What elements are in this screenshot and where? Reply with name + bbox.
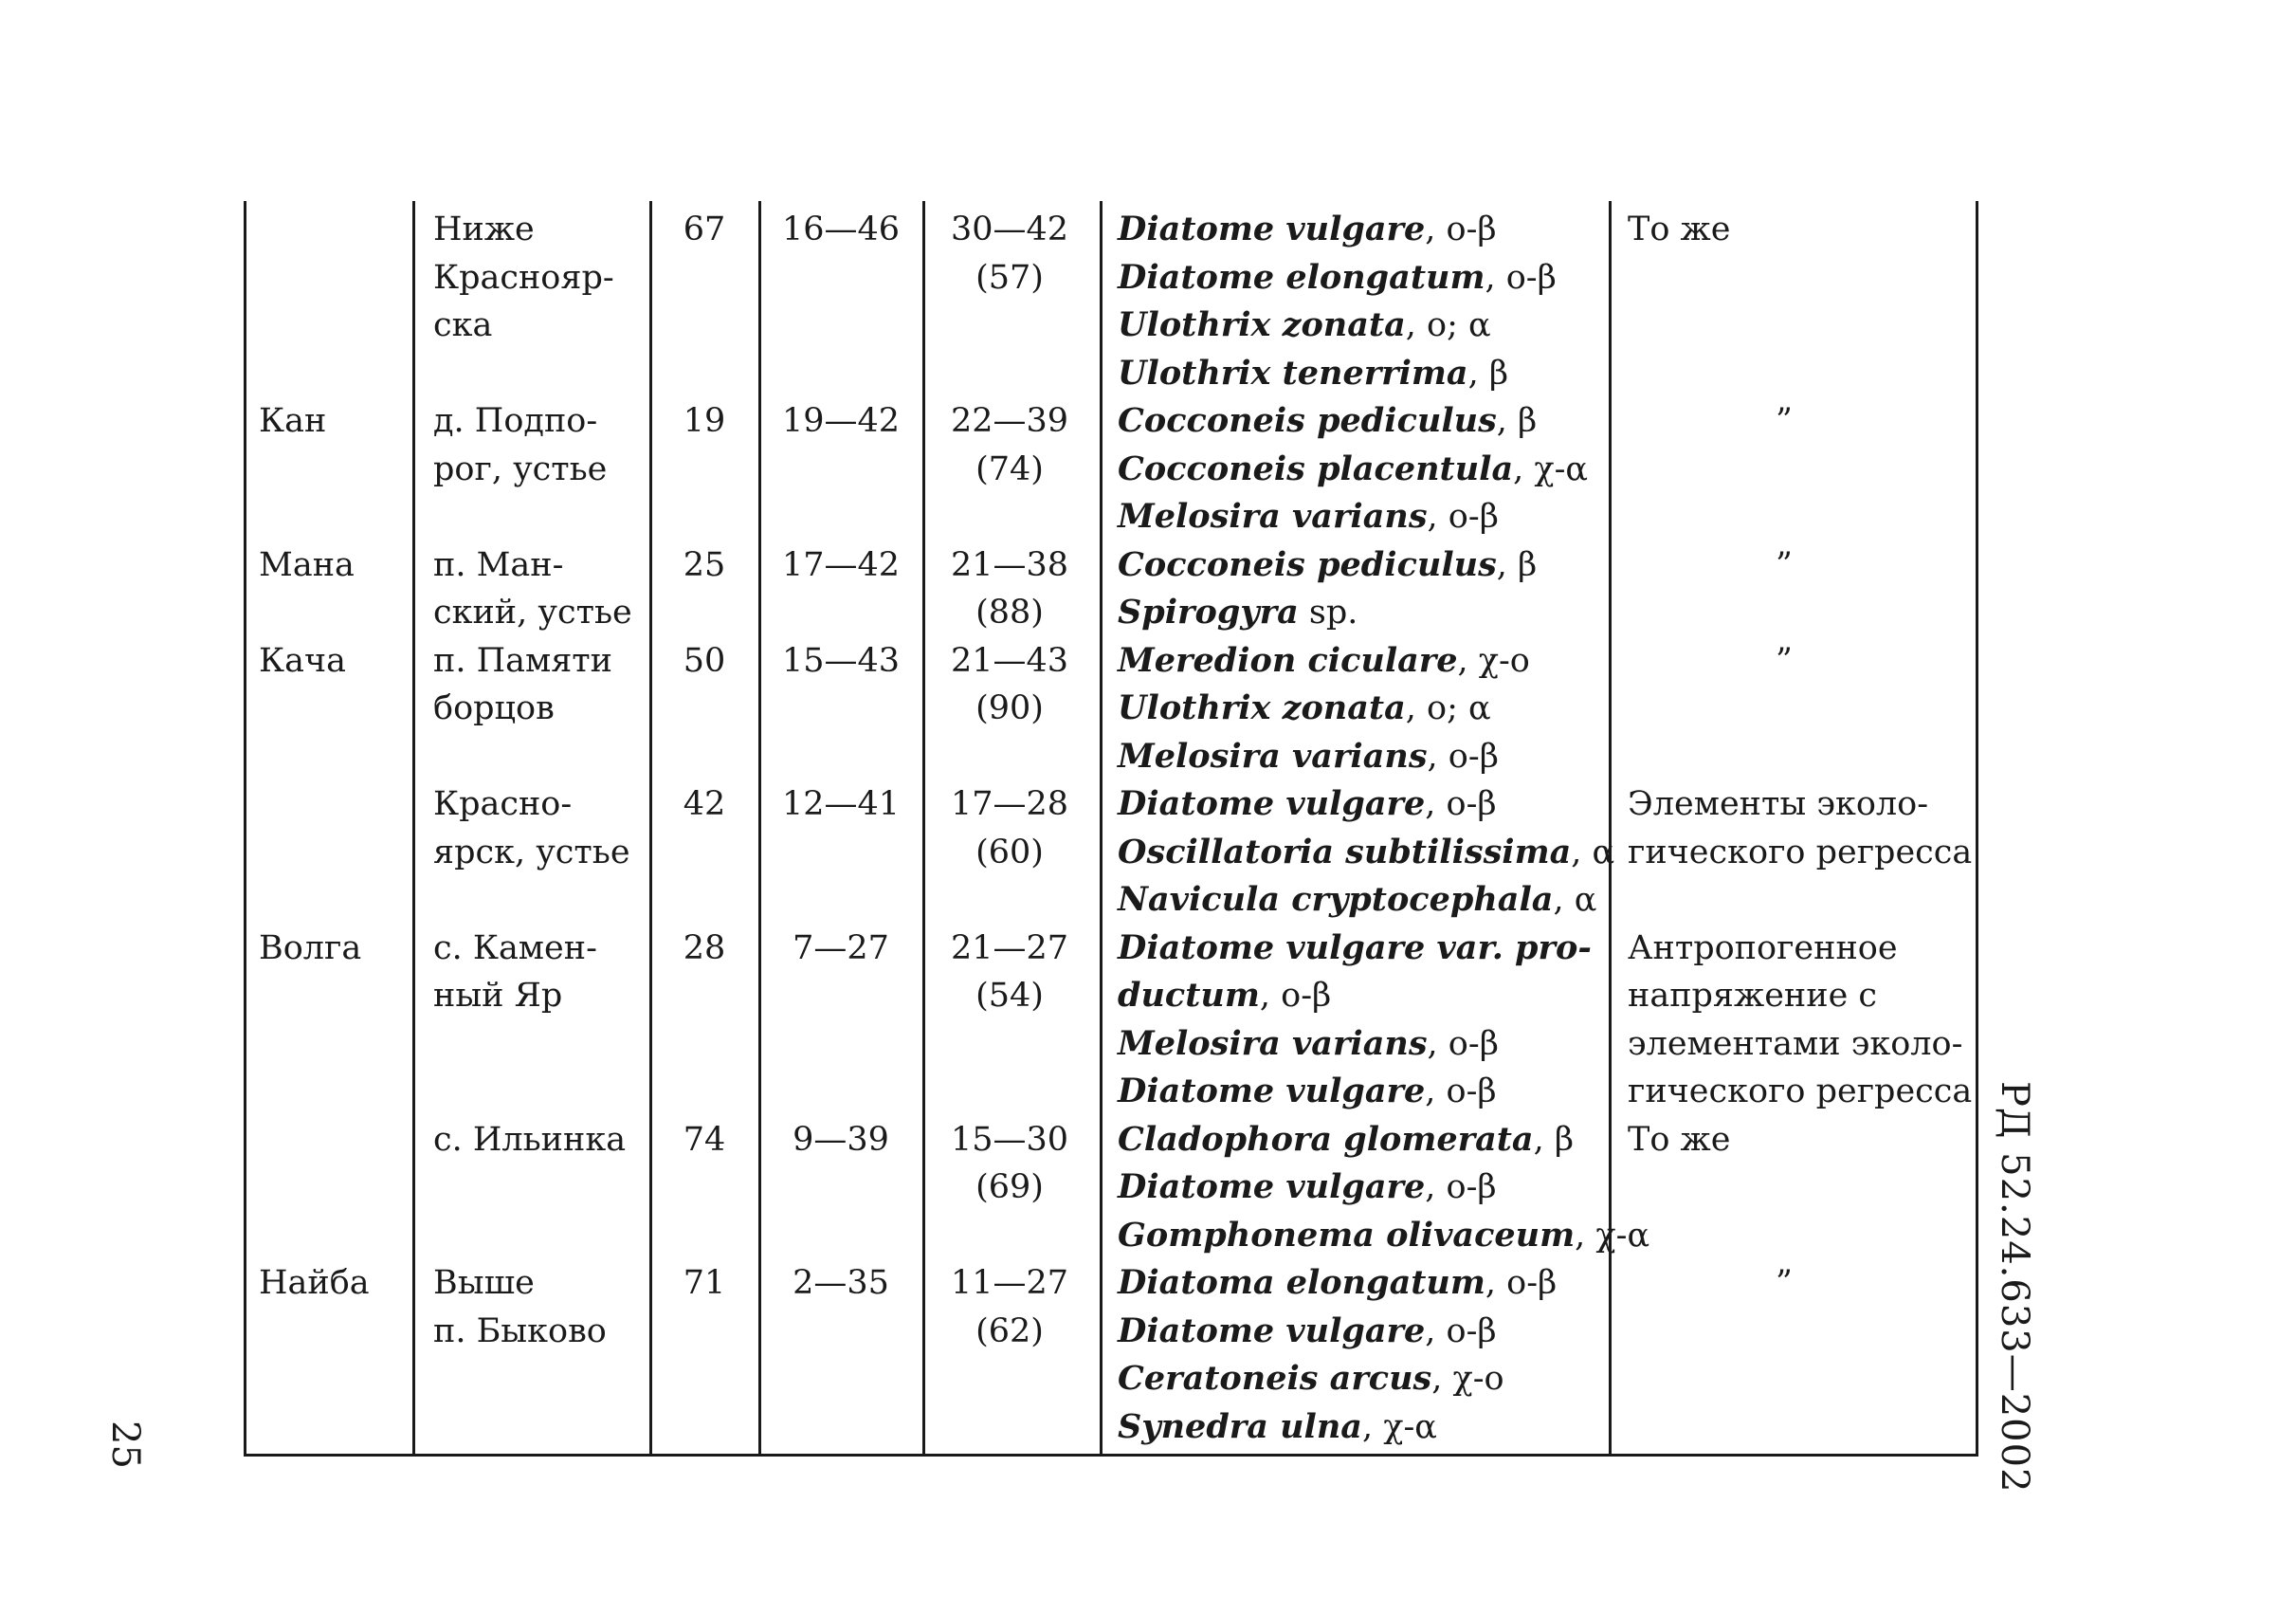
range-percent-cell-line: 17—28 xyxy=(950,785,1069,823)
species-name: Diatome vulgare xyxy=(1118,1167,1426,1206)
site-cell-line: п. Ман- xyxy=(433,545,564,584)
river-cell xyxy=(259,397,410,446)
saprobity-index: , о-β xyxy=(1485,258,1557,297)
species-line xyxy=(1118,302,1611,350)
species-name: Diatome vulgare xyxy=(1118,210,1426,248)
range-percent-cell xyxy=(924,637,1095,733)
count-cell xyxy=(651,637,757,686)
saprobity-index: , χ-α xyxy=(1361,1407,1437,1446)
saprobity-index: , β xyxy=(1467,354,1509,393)
species-line xyxy=(1118,1116,1611,1164)
range-cell-line: 15—43 xyxy=(781,641,901,680)
species-name: Meredion ciculare xyxy=(1118,640,1458,680)
site-cell xyxy=(433,206,651,350)
range-cell-line: 19—42 xyxy=(781,402,901,440)
range-percent-cell xyxy=(924,397,1095,493)
count-cell xyxy=(651,397,757,446)
species-cell xyxy=(1118,780,1615,925)
saprobity-index: , χ-α xyxy=(1513,449,1589,488)
site-cell xyxy=(433,1116,651,1164)
river-cell xyxy=(259,541,410,590)
site-cell xyxy=(433,397,651,493)
species-name: Oscillatoria subtilissima xyxy=(1118,832,1572,871)
range-percent-cell xyxy=(924,206,1095,302)
range-percent-cell xyxy=(924,780,1095,876)
river-cell-line: Волга xyxy=(259,928,362,967)
site-cell-line: Ниже xyxy=(433,211,535,248)
count-cell xyxy=(651,780,757,829)
site-cell-line: Краснояр- xyxy=(433,258,614,297)
saprobity-index: , о-β xyxy=(1427,498,1499,536)
river-cell-line: Кан xyxy=(259,402,327,440)
page-number: 25 xyxy=(103,1421,147,1469)
species-name: Diatoma elongatum xyxy=(1118,1263,1485,1302)
note-cell xyxy=(1628,925,1973,1116)
species-name: Navicula cryptocephala xyxy=(1118,880,1554,919)
column-divider xyxy=(1100,201,1102,1457)
range-cell xyxy=(760,780,921,829)
count-cell-line: 42 xyxy=(683,785,726,823)
note-cell-line: гического регресса xyxy=(1628,833,1973,871)
species-line xyxy=(1118,1068,1611,1116)
site-cell xyxy=(433,780,651,876)
species-name: Synedra ulna xyxy=(1118,1406,1362,1446)
species-name: Cladophora glomerata xyxy=(1118,1119,1534,1159)
count-cell-line: 74 xyxy=(683,1120,726,1159)
site-cell-line: борцов xyxy=(433,689,555,727)
species-cell xyxy=(1118,206,1611,397)
range-cell-line: 16—46 xyxy=(781,211,901,248)
saprobity-index: , о-β xyxy=(1259,977,1332,1015)
document-code: РД 52.24.633—2002 xyxy=(1993,1081,2036,1494)
site-cell-line: п. Памяти xyxy=(433,641,612,680)
saprobity-index: , β xyxy=(1496,545,1538,584)
table-bottom-border xyxy=(244,1454,1978,1457)
species-name: ductum xyxy=(1118,976,1260,1015)
species-line xyxy=(1118,350,1611,398)
saprobity-index: , о-β xyxy=(1425,1311,1497,1350)
saprobity-index: , о-β xyxy=(1427,1024,1499,1063)
species-name: Melosira varians xyxy=(1118,497,1428,536)
species-line xyxy=(1118,397,1611,446)
species-cell xyxy=(1118,397,1611,541)
range-percent-cell xyxy=(924,925,1095,1020)
range-percent-cell-line: (57) xyxy=(975,258,1044,297)
column-divider xyxy=(1976,201,1978,1457)
species-line xyxy=(1118,925,1611,973)
note-cell-line: То же xyxy=(1628,1120,1731,1159)
river-cell xyxy=(259,1259,410,1308)
species-line xyxy=(1118,972,1611,1020)
species-line xyxy=(1118,829,1615,877)
site-cell-line: ский, устье xyxy=(433,594,632,632)
note-cell xyxy=(1628,1116,1969,1164)
species-name: Diatome vulgare xyxy=(1118,1072,1426,1110)
count-cell xyxy=(651,541,757,590)
note-cell-line: ” xyxy=(1776,641,1793,680)
river-cell xyxy=(259,637,410,686)
species-line xyxy=(1118,685,1611,733)
count-cell-line: 67 xyxy=(683,211,726,248)
site-cell xyxy=(433,1259,651,1355)
range-percent-cell xyxy=(924,1116,1095,1212)
range-percent-cell-line: 11—27 xyxy=(950,1264,1069,1302)
saprobity-index: , о-β xyxy=(1427,737,1499,776)
species-cell xyxy=(1118,925,1611,1116)
species-name: Diatome vulgare xyxy=(1118,1311,1426,1350)
species-line xyxy=(1118,254,1611,302)
species-line xyxy=(1118,1164,1611,1212)
count-cell xyxy=(651,1259,757,1308)
range-percent-cell-line: 21—43 xyxy=(950,641,1069,680)
site-cell-line: Красно- xyxy=(433,785,573,823)
species-line xyxy=(1118,733,1611,781)
species-name: Cocconeis pediculus xyxy=(1118,544,1497,584)
species-line xyxy=(1118,1259,1611,1308)
range-cell-line: 2—35 xyxy=(793,1264,889,1302)
note-cell-line: элементами эколо- xyxy=(1628,1024,1963,1063)
note-cell-line: Антропогенное xyxy=(1628,928,1898,967)
species-name: Ulothrix zonata xyxy=(1118,688,1406,727)
species-line xyxy=(1118,206,1611,254)
species-cell xyxy=(1118,637,1611,781)
range-percent-cell-line: 21—27 xyxy=(950,928,1069,967)
species-name: Spirogyra xyxy=(1118,593,1299,632)
species-name: Gomphonema olivaceum xyxy=(1118,1215,1576,1255)
note-cell-line: ” xyxy=(1776,402,1793,440)
range-cell xyxy=(760,541,921,590)
range-percent-cell-line: (74) xyxy=(975,449,1044,488)
species-name: Diatome vulgare xyxy=(1118,784,1426,823)
column-divider xyxy=(412,201,415,1457)
count-cell xyxy=(651,1116,757,1164)
range-percent-cell-line: 21—38 xyxy=(950,545,1069,584)
note-cell-line: ” xyxy=(1776,1264,1793,1302)
species-name: Ceratoneis arcus xyxy=(1118,1359,1432,1398)
species-cell xyxy=(1118,1259,1611,1451)
range-cell-line: 9—39 xyxy=(793,1120,889,1159)
site-cell-line: с. Камен- xyxy=(433,928,597,967)
range-percent-cell-line: (90) xyxy=(975,689,1044,727)
count-cell xyxy=(651,925,757,973)
saprobity-index: , о-β xyxy=(1425,211,1497,248)
site-cell-line: ный Яр xyxy=(433,977,563,1015)
count-cell-line: 19 xyxy=(683,402,726,440)
note-cell xyxy=(1628,637,1941,686)
species-line xyxy=(1118,780,1611,829)
species-line xyxy=(1118,541,1611,590)
range-percent-cell-line: (62) xyxy=(975,1311,1044,1350)
site-cell-line: п. Быково xyxy=(433,1311,607,1350)
saprobity-index: , α xyxy=(1553,881,1597,919)
note-cell-line: То же xyxy=(1628,211,1731,248)
species-name: Ulothrix zonata xyxy=(1118,305,1406,344)
count-cell-line: 25 xyxy=(683,545,726,584)
species-line xyxy=(1118,637,1611,686)
river-cell-line: Кача xyxy=(259,641,346,680)
range-cell xyxy=(760,206,921,254)
species-line xyxy=(1118,876,1611,925)
species-line xyxy=(1118,1020,1611,1069)
saprobity-index: , о-β xyxy=(1425,1072,1497,1110)
note-cell xyxy=(1628,397,1941,446)
count-cell-line: 28 xyxy=(683,928,726,967)
range-cell xyxy=(760,1259,921,1308)
range-percent-cell-line: (69) xyxy=(975,1168,1044,1206)
note-cell xyxy=(1628,780,1973,876)
saprobity-index: , о-β xyxy=(1485,1264,1558,1302)
range-cell-line: 7—27 xyxy=(793,928,889,967)
count-cell xyxy=(651,206,757,254)
river-cell-line: Мана xyxy=(259,545,355,584)
saprobity-index: , о; α xyxy=(1405,306,1491,344)
range-cell xyxy=(760,397,921,446)
species-line xyxy=(1118,493,1611,541)
site-cell-line: рог, устье xyxy=(433,449,608,488)
species-line xyxy=(1118,446,1611,494)
species-name: Diatome elongatum xyxy=(1118,257,1485,297)
range-cell-line: 17—42 xyxy=(781,545,901,584)
species-line xyxy=(1118,1308,1611,1356)
site-cell-line: ярск, устье xyxy=(433,833,630,871)
river-cell-line: Найба xyxy=(259,1264,370,1302)
range-cell xyxy=(760,637,921,686)
saprobity-index: , χ-о xyxy=(1431,1360,1504,1398)
count-cell-line: 71 xyxy=(683,1264,726,1302)
note-cell xyxy=(1628,541,1941,590)
count-cell-line: 50 xyxy=(683,641,726,680)
saprobity-index: , β xyxy=(1533,1120,1575,1159)
species-line xyxy=(1118,1355,1611,1403)
site-cell xyxy=(433,925,651,1020)
range-cell xyxy=(760,925,921,973)
site-cell xyxy=(433,541,651,637)
note-cell-line: напряжение с xyxy=(1628,977,1878,1015)
range-percent-cell-line: (60) xyxy=(975,833,1044,871)
site-cell-line: с. Ильинка xyxy=(433,1120,627,1159)
saprobity-index: , χ-α xyxy=(1575,1216,1650,1255)
species-name: Cocconeis placentula xyxy=(1118,449,1514,488)
data-table xyxy=(244,201,1978,1457)
note-cell-line: гического регресса xyxy=(1628,1072,1973,1110)
column-divider xyxy=(244,201,246,1457)
note-cell xyxy=(1628,1259,1941,1308)
range-percent-cell xyxy=(924,541,1095,637)
range-percent-cell-line: 30—42 xyxy=(950,211,1069,248)
species-line xyxy=(1118,1212,1650,1260)
species-line xyxy=(1118,589,1611,637)
site-cell xyxy=(433,637,651,733)
saprobity-index: sp. xyxy=(1298,594,1358,632)
note-cell-line: ” xyxy=(1776,545,1793,584)
species-name: Melosira varians xyxy=(1118,736,1428,776)
saprobity-index: , χ-о xyxy=(1457,641,1530,680)
range-percent-cell xyxy=(924,1259,1095,1355)
species-name: Diatome vulgare var. pro- xyxy=(1118,927,1592,967)
species-name: Melosira varians xyxy=(1118,1023,1428,1063)
saprobity-index: , о; α xyxy=(1405,689,1491,727)
site-cell-line: д. Подпо- xyxy=(433,402,598,440)
species-line xyxy=(1118,1403,1611,1452)
species-cell xyxy=(1118,541,1611,637)
site-cell-line: Выше xyxy=(433,1264,535,1302)
saprobity-index: , о-β xyxy=(1425,785,1497,823)
species-name: Ulothrix tenerrima xyxy=(1118,353,1468,393)
saprobity-index: , о-β xyxy=(1425,1168,1497,1206)
range-percent-cell-line: (88) xyxy=(975,594,1044,632)
saprobity-index: , α xyxy=(1571,833,1615,871)
site-cell-line: ска xyxy=(433,306,493,344)
range-cell xyxy=(760,1116,921,1164)
river-cell xyxy=(259,925,410,973)
range-cell-line: 12—41 xyxy=(781,785,901,823)
species-name: Cocconeis pediculus xyxy=(1118,401,1497,440)
species-cell xyxy=(1118,1116,1650,1260)
note-cell xyxy=(1628,206,1969,254)
range-percent-cell-line: (54) xyxy=(975,977,1044,1015)
range-percent-cell-line: 22—39 xyxy=(950,402,1069,440)
range-percent-cell-line: 15—30 xyxy=(950,1120,1069,1159)
saprobity-index: , β xyxy=(1496,402,1538,440)
note-cell-line: Элементы эколо- xyxy=(1628,785,1929,823)
